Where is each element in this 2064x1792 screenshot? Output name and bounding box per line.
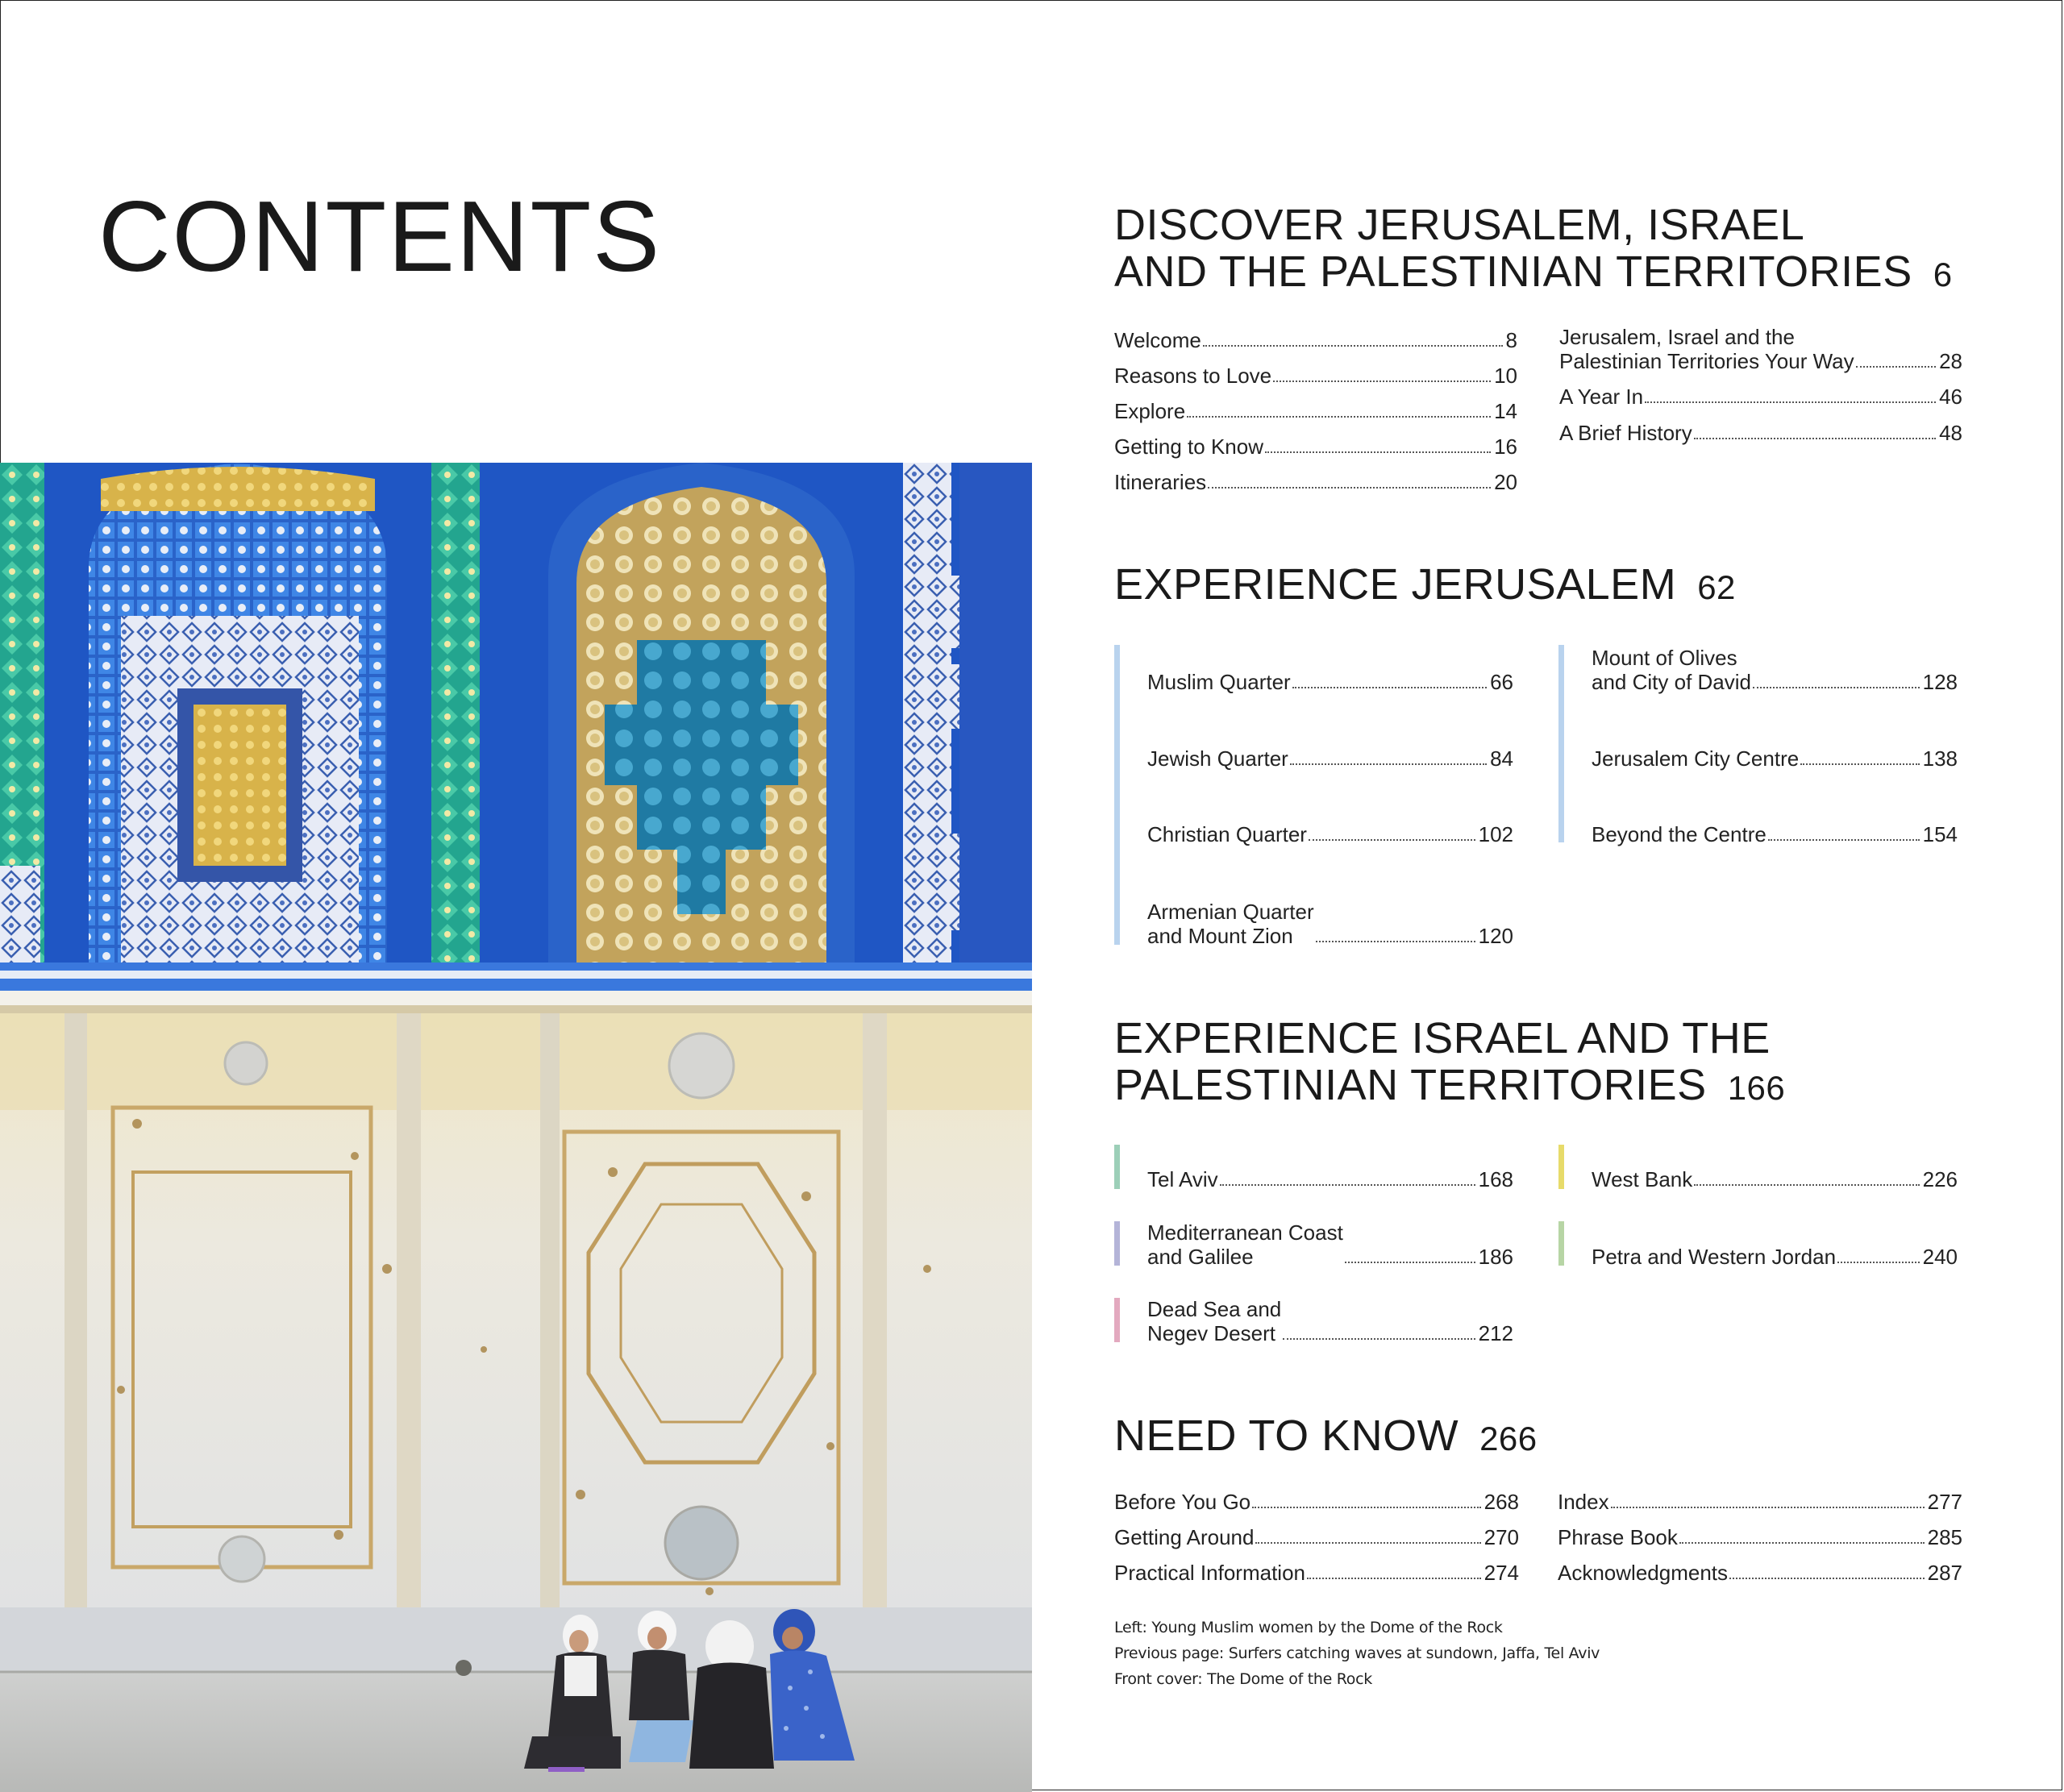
toc-entry[interactable] [1114, 1525, 1519, 1549]
toc-entry-page: 128 [1922, 670, 1958, 694]
toc-entry-page: 154 [1922, 822, 1958, 846]
toc-entry-page: 48 [1939, 421, 1962, 445]
section-color-bar [1558, 1145, 1564, 1189]
toc-entry-page: 28 [1939, 349, 1962, 373]
section-page-number: 6 [1933, 256, 1953, 293]
caption-front-cover: Front cover: The Dome of the Rock [1114, 1670, 1372, 1688]
toc-entry-label: Tel Aviv [1147, 1167, 1218, 1191]
toc-entry-label: Armenian Quarter and Mount Zion [1147, 900, 1314, 948]
toc-entry[interactable] [1147, 1297, 1513, 1345]
toc-entry-label: Reasons to Love [1114, 364, 1272, 388]
toc-entry[interactable] [1592, 1245, 1958, 1269]
section-heading-line: DISCOVER JERUSALEM, ISRAEL [1114, 201, 1805, 249]
toc-entry-label: Itineraries [1114, 470, 1207, 494]
section-page-number: 166 [1727, 1069, 1786, 1107]
toc-entry[interactable] [1114, 434, 1517, 459]
dot-leader [1208, 487, 1491, 489]
dot-leader [1273, 380, 1491, 382]
toc-entry-page: 226 [1922, 1167, 1958, 1191]
dot-leader [1837, 1262, 1920, 1263]
dot-leader [1187, 416, 1491, 418]
toc-entry-label: Practical Information [1114, 1561, 1305, 1585]
section-heading-line: EXPERIENCE JERUSALEM [1114, 560, 1677, 609]
toc-entry-label: Petra and Western Jordan [1592, 1245, 1837, 1269]
toc-entry[interactable] [1592, 822, 1958, 846]
toc-entry-label: Mount of Olives and City of David [1592, 646, 1751, 694]
section-heading-discover [1114, 202, 1953, 298]
dot-leader [1753, 687, 1920, 688]
section-color-bar [1114, 1145, 1120, 1189]
toc-entry[interactable] [1592, 1167, 1958, 1191]
toc-entry-page: 20 [1494, 470, 1517, 494]
dot-leader [1220, 1184, 1475, 1186]
section-page-number: 62 [1697, 568, 1736, 606]
toc-entry-page: 274 [1484, 1561, 1519, 1585]
toc-entry[interactable] [1592, 646, 1958, 694]
dot-leader [1694, 438, 1936, 439]
section-color-bar [1114, 645, 1120, 945]
dot-leader [1292, 687, 1487, 688]
toc-entry-label: A Brief History [1559, 421, 1692, 445]
toc-entry-label: Getting Around [1114, 1525, 1255, 1549]
dot-leader [1611, 1507, 1925, 1508]
toc-entry[interactable] [1147, 670, 1513, 694]
toc-entry-label: Muslim Quarter [1147, 670, 1291, 694]
toc-entry[interactable] [1559, 325, 1962, 373]
toc-entry-label: Index [1558, 1490, 1609, 1514]
toc-entry-page: 120 [1478, 924, 1513, 948]
toc-entry[interactable] [1592, 746, 1958, 771]
dot-leader [1679, 1542, 1925, 1544]
dome-of-the-rock-photo [0, 463, 1032, 1792]
caption-previous-page: Previous page: Surfers catching waves at sundown, Jaffa, Tel Aviv [1114, 1644, 1600, 1662]
toc-entry-label: Phrase Book [1558, 1525, 1678, 1549]
toc-entry-label: Getting to Know [1114, 434, 1263, 459]
toc-entry-label: Before You Go [1114, 1490, 1251, 1514]
toc-entry-page: 84 [1490, 746, 1513, 771]
section-page-number: 266 [1479, 1420, 1538, 1457]
dot-leader [1800, 763, 1919, 765]
toc-entry[interactable] [1559, 421, 1962, 445]
toc-entry[interactable] [1114, 470, 1517, 494]
section-color-bar [1114, 1298, 1120, 1342]
toc-entry[interactable] [1147, 746, 1513, 771]
section-color-bar [1114, 1221, 1120, 1266]
toc-entry-page: 66 [1490, 670, 1513, 694]
section-color-bar [1558, 1221, 1564, 1266]
dot-leader [1729, 1578, 1925, 1579]
section-heading-israel [1114, 1015, 1785, 1112]
toc-entry-page: 186 [1478, 1245, 1513, 1269]
toc-entry[interactable] [1559, 385, 1962, 409]
toc-entry-label: Mediterranean Coast and Galilee [1147, 1220, 1343, 1269]
toc-entry-page: 285 [1927, 1525, 1962, 1549]
toc-entry-label: Jerusalem, Israel and the Palestinian Territories Your Way [1559, 325, 1854, 373]
toc-entry-label: Welcome [1114, 328, 1201, 352]
toc-entry-label: Explore [1114, 399, 1186, 423]
toc-entry[interactable] [1114, 1490, 1519, 1514]
toc-entry-page: 14 [1494, 399, 1517, 423]
toc-entry-label: Jerusalem City Centre [1592, 746, 1800, 771]
dot-leader [1316, 941, 1475, 942]
toc-entry[interactable] [1558, 1561, 1962, 1585]
section-heading-line: EXPERIENCE ISRAEL AND THE [1114, 1014, 1771, 1062]
section-heading-jerusalem [1114, 561, 1736, 611]
toc-entry-page: 16 [1494, 434, 1517, 459]
photo-captions [1114, 1615, 1600, 1692]
toc-entry[interactable] [1114, 364, 1517, 388]
dot-leader [1255, 1542, 1480, 1544]
toc-entry-page: 8 [1505, 328, 1517, 352]
toc-entry[interactable] [1558, 1525, 1962, 1549]
dot-leader [1645, 401, 1936, 403]
toc-entry[interactable] [1147, 1220, 1513, 1269]
toc-entry-label: Christian Quarter [1147, 822, 1307, 846]
toc-entry[interactable] [1147, 1167, 1513, 1191]
toc-entry[interactable] [1114, 328, 1517, 352]
page-title: CONTENTS [98, 181, 661, 293]
dot-leader [1309, 839, 1475, 841]
toc-entry[interactable] [1147, 822, 1513, 846]
toc-entry-label: A Year In [1559, 385, 1644, 409]
toc-entry-page: 212 [1478, 1321, 1513, 1345]
section-heading-line: NEED TO KNOW [1114, 1412, 1459, 1460]
toc-entry-label: Beyond the Centre [1592, 822, 1766, 846]
toc-entry-page: 168 [1478, 1167, 1513, 1191]
caption-left: Left: Young Muslim women by the Dome of the Rock [1114, 1619, 1503, 1636]
section-heading-line: AND THE PALESTINIAN TERRITORIES [1114, 247, 1912, 296]
toc-entry-page: 102 [1478, 822, 1513, 846]
toc-entry[interactable] [1147, 900, 1513, 948]
dot-leader [1856, 366, 1936, 368]
toc-entry-page: 277 [1927, 1490, 1962, 1514]
toc-entry-page: 270 [1484, 1525, 1519, 1549]
dot-leader [1252, 1507, 1480, 1508]
toc-entry[interactable] [1114, 1561, 1519, 1585]
toc-entry-page: 240 [1922, 1245, 1958, 1269]
dot-leader [1265, 451, 1491, 453]
toc-entry-page: 138 [1922, 746, 1958, 771]
dot-leader [1768, 839, 1920, 841]
section-heading-line: PALESTINIAN TERRITORIES [1114, 1061, 1707, 1109]
dot-leader [1307, 1578, 1481, 1579]
toc-entry-label: West Bank [1592, 1167, 1693, 1191]
dot-leader [1345, 1262, 1475, 1263]
toc-entry-label: Jewish Quarter [1147, 746, 1288, 771]
toc-entry-page: 268 [1484, 1490, 1519, 1514]
toc-entry-label: Dead Sea and Negev Desert [1147, 1297, 1282, 1345]
toc-entry[interactable] [1558, 1490, 1962, 1514]
toc-entry-label: Acknowledgments [1558, 1561, 1728, 1585]
dot-leader [1290, 763, 1487, 765]
section-color-bar [1558, 645, 1564, 842]
section-heading-need-to-know [1114, 1412, 1538, 1462]
toc-entry-page: 287 [1927, 1561, 1962, 1585]
dot-leader [1694, 1184, 1919, 1186]
toc-entry-page: 46 [1939, 385, 1962, 409]
toc-entry[interactable] [1114, 399, 1517, 423]
dot-leader [1283, 1338, 1475, 1340]
dot-leader [1203, 345, 1503, 347]
toc-entry-page: 10 [1494, 364, 1517, 388]
